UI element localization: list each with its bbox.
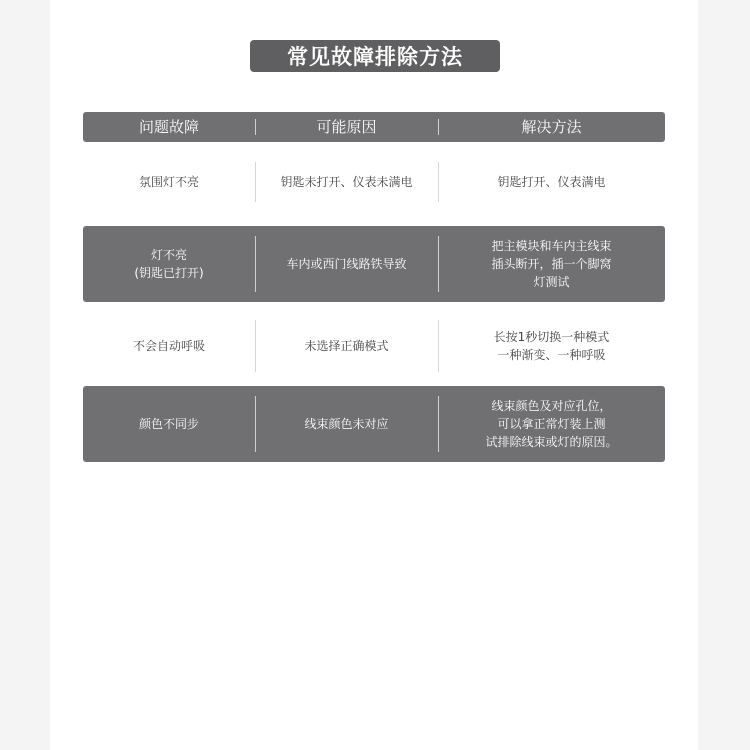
problem-cell: 灯不亮 (钥匙已打开) [134,248,204,280]
cause-cell: 车内或西门线路铁导致 [286,257,407,271]
solution-cell: 线束颜色及对应孔位， 可以拿正常灯装上测 试排除线束或灯的原因。 [485,399,618,449]
cause-cell: 线束颜色未对应 [304,417,389,431]
solution-cell: 钥匙打开、仪表满电 [497,175,606,189]
table-row [83,148,665,216]
page-sheet [50,0,698,750]
problem-cell: 不会自动呼吸 [132,339,205,353]
solution-cell: 把主模块和车内主线束 插头断开，插一个脚窝 灯测试 [491,239,612,289]
problem-cell: 颜色不同步 [138,417,199,431]
table-header-row [83,112,665,142]
header-problem: 问题故障 [138,118,199,136]
problem-cell: 氛围灯不亮 [138,175,199,189]
solution-cell: 长按1秒切换一种模式 一种渐变、一种呼吸 [493,330,610,362]
header-solution: 解决方法 [521,118,582,136]
table-row [83,386,665,462]
table-row [83,226,665,302]
header-cause: 可能原因 [316,118,377,136]
cause-cell: 未选择正确模式 [304,339,389,353]
page-title: 常见故障排除方法 [250,40,500,72]
table-row [83,312,665,380]
cause-cell: 钥匙未打开、仪表未满电 [280,175,413,189]
